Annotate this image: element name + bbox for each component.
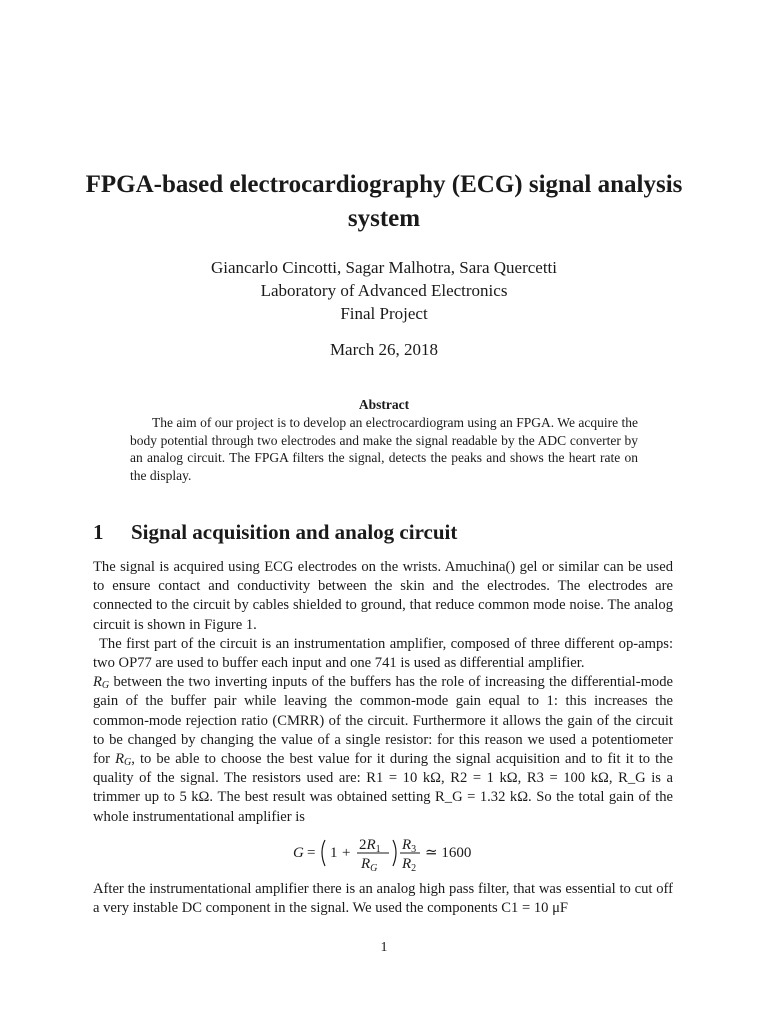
affiliation: Laboratory of Advanced Electronics <box>260 281 508 300</box>
svg-text:G: G <box>293 845 304 861</box>
paragraph-2-end: . So the total gain of the whole instrumentational amplifier is <box>93 789 673 825</box>
paper-title: FPGA-based electrocardiography (ECG) signal analysis system <box>85 171 683 232</box>
svg-text:RG: $R_G$ <box>361 856 378 874</box>
paragraph-2-rg-a: between the two inverting inputs of the buffers has the role of increasing the differential-mode gain of the buffer pair while leaving the common-mode gain equal to 1: this increases the common-mode rejection ratio (CMRR) of the circuit. Furthermore it allows the gain of the circuit to be changed by changing the value of a single resistor: for this reason we used a potentiometer for <box>93 674 673 768</box>
paragraph-2-trimmer: , R_G is a trimmer up to 5 kΩ. The best result was obtained setting <box>93 770 674 806</box>
rg-value: R_G = 1.32 kΩ <box>435 789 529 806</box>
resistor-values: R1 = 10 kΩ, R2 = 1 kΩ, R3 = 100 kΩ <box>366 770 609 787</box>
svg-text:=: = <box>307 845 316 861</box>
abstract-heading: Abstract <box>358 397 410 412</box>
section-title: Signal acquisition and analog circuit <box>131 520 458 544</box>
paragraph-2-rg-b: , to be able to choose the best value for it during the signal acquisition and to fit it to the quality of the signal. The resistors used are: <box>93 751 673 787</box>
paragraph-3: After the instrumentational amplifier there is an analog high pass filter, that was essential to cut off a very instable DC component in the signal. We used the components C1 = 10 μF <box>93 881 673 917</box>
svg-text:2R1: $2R_1$ <box>359 837 381 855</box>
svg-text:+: + <box>342 845 351 861</box>
section-body <box>93 558 673 827</box>
abstract-text: The aim of our project is to develop an electrocardiogram using an FPGA. We acquire the body potential through two electrodes and make the signal readable by the ADC converter by an analog circuit. The FPGA filters the signal, detects the peaks and shows the heart rate on the display. <box>130 415 638 483</box>
paragraph-2: The first part of the circuit is an instrumentation amplifier, composed of three different op-amps: two OP77 are used to buffer each input and one 741 is used as differential amplifier. $R_G$ between the two inverting inputs of the buffers has the role of increasing the differential-mode gain of the buffer pair while leaving the common-mode gain equal to 1: this increases the common-mode rejection ratio (CMRR) of the circuit. Furthermore it allows the gain of the circuit to be changed by changing the value of a single resistor: for this reason we used a potentiometer for $R_G$, to be able to choose the best value for it during the signal acquisition and to fit it to the quality of the signal. The resistors used are: R1 = 10 kΩ, R2 = 1 kΩ, R3 = 100 kΩ, R_G is a trimmer up to 5 kΩ. The best result was obtained setting R_G = 1.32 kΩ. So the total gain of the whole instrumentational amplifier is <box>93 635 674 825</box>
paper-date: March 26, 2018 <box>329 340 439 359</box>
equation-text: G = (1 + 2R1/RG) R3/R2 ≃ 1600 <box>93 830 107 831</box>
project-label: Final Project <box>340 304 428 323</box>
svg-text:R2: $R_2$ <box>402 856 417 874</box>
gain-equation-render <box>93 830 673 874</box>
paragraph-1: The signal is acquired using ECG electrodes on the wrists. Amuchina() gel or similar can be used to ensure contact and conductivity between the skin and the electrodes. The electrodes are connected to the circuit by cables shielded to ground, that reduce common mode noise. The analog circuit is shown in Figure 1. <box>93 559 673 633</box>
svg-text:1: 1 <box>330 845 338 861</box>
section-number: 1 <box>93 520 104 544</box>
author-block <box>60 256 708 325</box>
svg-text:≃ 1600: ≃ 1600 <box>425 845 472 861</box>
gain-equation <box>93 830 673 874</box>
paragraph-2-start: The first part of the circuit is an instrumentation amplifier, composed of three different op-amps: two OP77 are used to buffer each input and one 741 is used as differential amplifier. <box>93 635 673 672</box>
section-heading <box>93 518 693 546</box>
svg-text:R3: $R_3$ <box>402 837 417 855</box>
page-number: 1 <box>380 940 388 955</box>
authors: Giancarlo Cincotti, Sagar Malhotra, Sara Quercetti <box>210 258 558 277</box>
